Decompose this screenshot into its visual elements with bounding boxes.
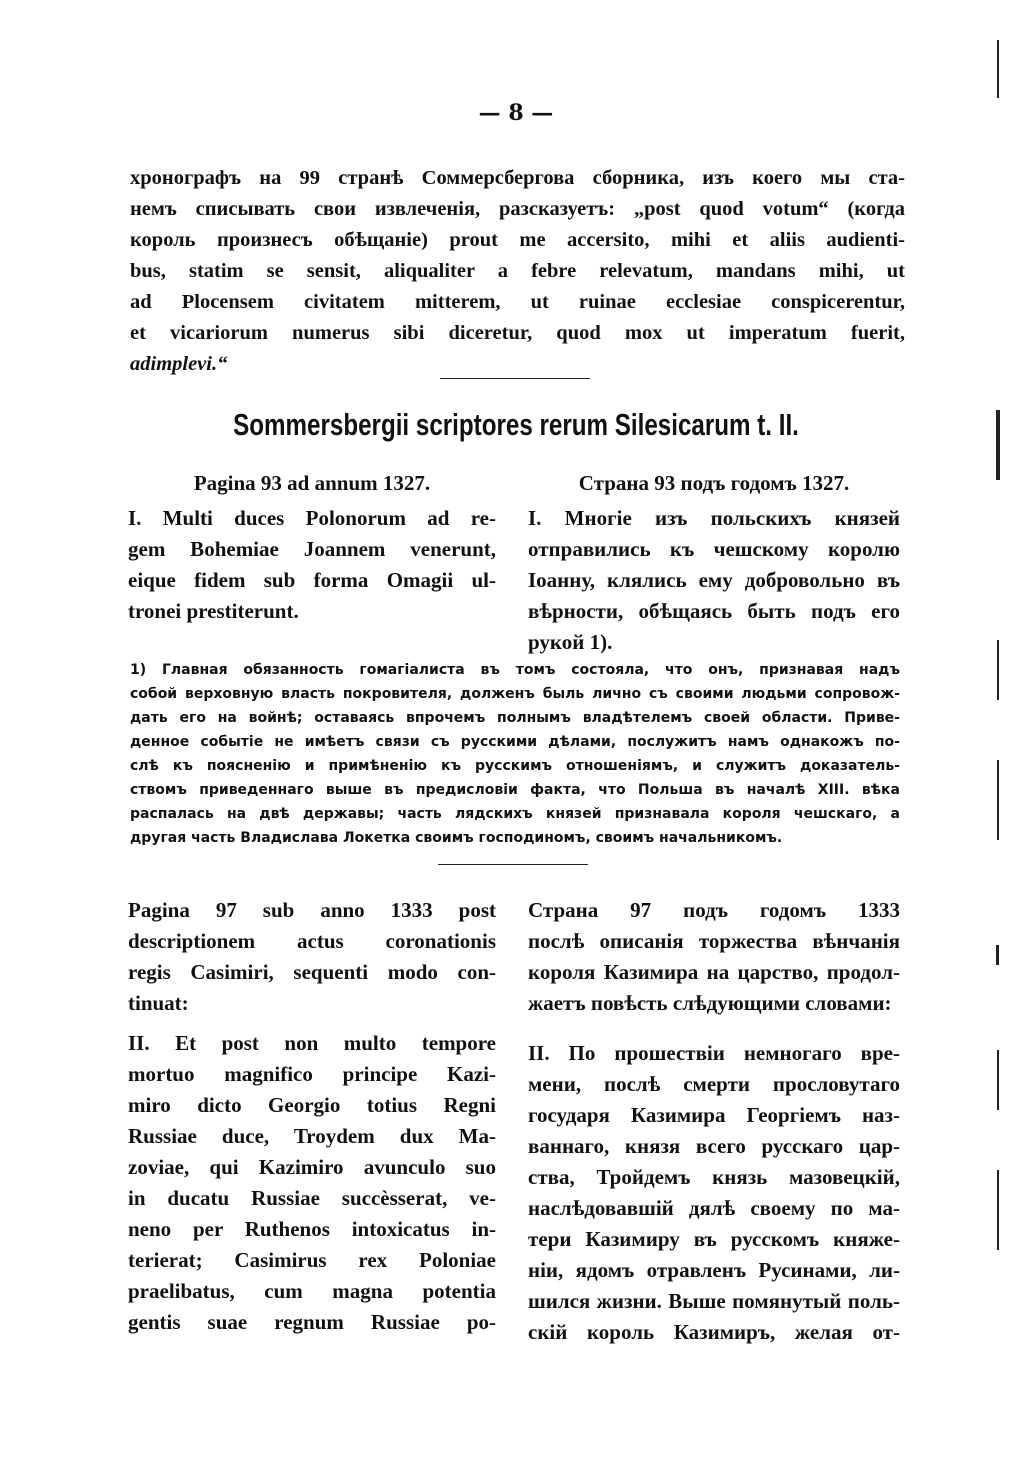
latin-line: eique fidem sub forma Omagii ul-: [128, 568, 496, 592]
latin-line: Pagina 97 sub anno 1333 post: [128, 898, 496, 922]
scan-edge-mark: [996, 945, 999, 965]
russian-intro-2: [528, 895, 900, 1019]
latin-line: gem Bohemiae Joannem venerunt,: [128, 537, 496, 561]
footnote-line: ствомъ приведеннаго выше въ предисловіи факта, что Польша въ началѣ XIII. вѣка: [130, 782, 900, 798]
russian-line: наслѣдовавшій дялѣ своему по ма-: [528, 1196, 900, 1220]
intro-line: bus, statim se sensit, aliqualiter a febre relevatum, mandans mihi, ut: [130, 260, 905, 282]
russian-line: короля Казимира на царство, продол-: [528, 960, 900, 984]
latin-line: in ducatu Russiae succèsserat, ve-: [128, 1186, 496, 1210]
russian-line: государя Казимира Георгіемъ наз-: [528, 1103, 900, 1127]
latin-line: terierat; Casimirus rex Poloniae: [128, 1248, 496, 1272]
russian-line: ства, Тройдемъ князь мазовецкій,: [528, 1165, 900, 1189]
russian-line: скій король Казимиръ, желая от-: [528, 1320, 900, 1344]
footnote-line: слѣ къ поясненію и примѣненію къ русскимъ отношеніямъ, и служитъ доказатель-: [130, 758, 900, 774]
russian-line: послѣ описанія торжества вѣнчанія: [528, 929, 900, 953]
russian-line: ніи, ядомъ отравленъ Русинами, ли-: [528, 1258, 900, 1282]
footnote-divider: [438, 864, 588, 865]
intro-paragraph: [130, 163, 905, 380]
latin-intro-2: [128, 895, 496, 1019]
scan-edge-mark: [996, 410, 1000, 480]
latin-line: regis Casimiri, sequenti modo con-: [128, 960, 496, 984]
latin-line: miro dicto Georgio totius Regni: [128, 1093, 496, 1117]
latin-line: Russiae duce, Troydem dux Ma-: [128, 1124, 496, 1148]
russian-line: мени, послѣ смерти прословутаго: [528, 1072, 900, 1096]
footnote-line: распалась на двѣ державы; часть лядскихъ князей признавала короля чешскаго, а: [130, 806, 900, 822]
latin-line: gentis suae regnum Russiae po-: [128, 1310, 496, 1334]
latin-column-1: [128, 468, 496, 627]
scan-edge-mark: [997, 1170, 999, 1250]
russian-line: рукой 1).: [528, 630, 613, 654]
latin-line: tronei prestiterunt.: [128, 599, 299, 623]
latin-line: tinuat:: [128, 991, 189, 1015]
latin-line: mortuo magnifico principe Kazi-: [128, 1062, 496, 1086]
russian-line: ваннаго, князя всего русскаго цар-: [528, 1134, 900, 1158]
russian-heading-1: Страна 93 подъ годомъ 1327.: [578, 471, 850, 495]
latin-line: neno per Ruthenos intoxicatus in-: [128, 1217, 496, 1241]
russian-line: жаетъ повѣсть слѣдующими словами:: [528, 991, 892, 1015]
footnote-line: денное событіе не имѣетъ связи съ русскими дѣлами, послужитъ намъ однакожъ по-: [130, 734, 900, 750]
latin-line: I. Multi duces Polonorum ad re-: [128, 506, 496, 530]
scan-edge-mark: [997, 40, 999, 98]
section-title: Sommersbergii scriptores rerum Silesicarum t. II.: [233, 407, 799, 442]
latin-line: zoviae, qui Kazimiro avunculo suo: [128, 1155, 496, 1179]
russian-line: I. Многіе изъ польскихъ князей: [528, 506, 900, 530]
russian-line: II. По прошествіи немногаго вре-: [528, 1041, 900, 1065]
intro-line: adimplevi.“: [130, 353, 228, 375]
latin-line: II. Et post non multo tempore: [128, 1031, 496, 1055]
scan-edge-mark: [997, 760, 999, 840]
russian-column-1: [528, 468, 900, 658]
footnote-line: собой верховную власть покровителя, долженъ быль лично съ своими людьми сопровож-: [130, 686, 900, 702]
latin-heading-1: Pagina 93 ad annum 1327.: [193, 471, 431, 495]
latin-column-2: [128, 1028, 496, 1338]
russian-line: Іоанну, клялись ему добровольно въ: [528, 568, 900, 592]
russian-line: Страна 97 подъ годомъ 1333: [528, 898, 900, 922]
footnote-line: 1) Главная обязанность гомагіалиста въ томъ состояла, что онъ, признавая надъ: [130, 662, 900, 678]
intro-line: немъ списывать свои извлеченія, разсказуетъ: „post quod votum“ (когда: [130, 198, 905, 220]
intro-line: ad Plocensem civitatem mitterem, ut ruinae ecclesiae conspicerentur,: [130, 291, 905, 313]
intro-line: хронографъ на 99 странѣ Соммерсбергова сборника, изъ коего мы ста-: [130, 167, 905, 189]
intro-line: et vicariorum numerus sibi diceretur, quod mox ut imperatum fuerit,: [130, 322, 905, 344]
footnote-line: дать его на войнѣ; оставаясь впрочемъ полнымъ владѣтелемъ своей области. Приве-: [130, 710, 900, 726]
russian-column-2: [528, 1038, 900, 1348]
russian-line: отправились къ чешскому королю: [528, 537, 900, 561]
footnote: [130, 658, 900, 850]
russian-line: шился жизни. Выше помянутый поль-: [528, 1289, 900, 1313]
page-number: — 8 —: [478, 100, 554, 126]
latin-line: praelibatus, cum magna potentia: [128, 1279, 496, 1303]
russian-line: тери Казимиру въ русскомъ княже-: [528, 1227, 900, 1251]
scan-edge-mark: [997, 1050, 999, 1110]
section-divider: [440, 378, 590, 379]
russian-line: вѣрности, обѣщаясь быть подъ его: [528, 599, 900, 623]
footnote-line: другая часть Владислава Локетка своимъ господиномъ, своимъ начальникомъ.: [130, 830, 783, 846]
scan-edge-mark: [997, 640, 999, 700]
intro-line: король произнесъ обѣщаніе) prout me accersito, mihi et aliis audienti-: [130, 229, 905, 251]
latin-line: descriptionem actus coronationis: [128, 929, 496, 953]
